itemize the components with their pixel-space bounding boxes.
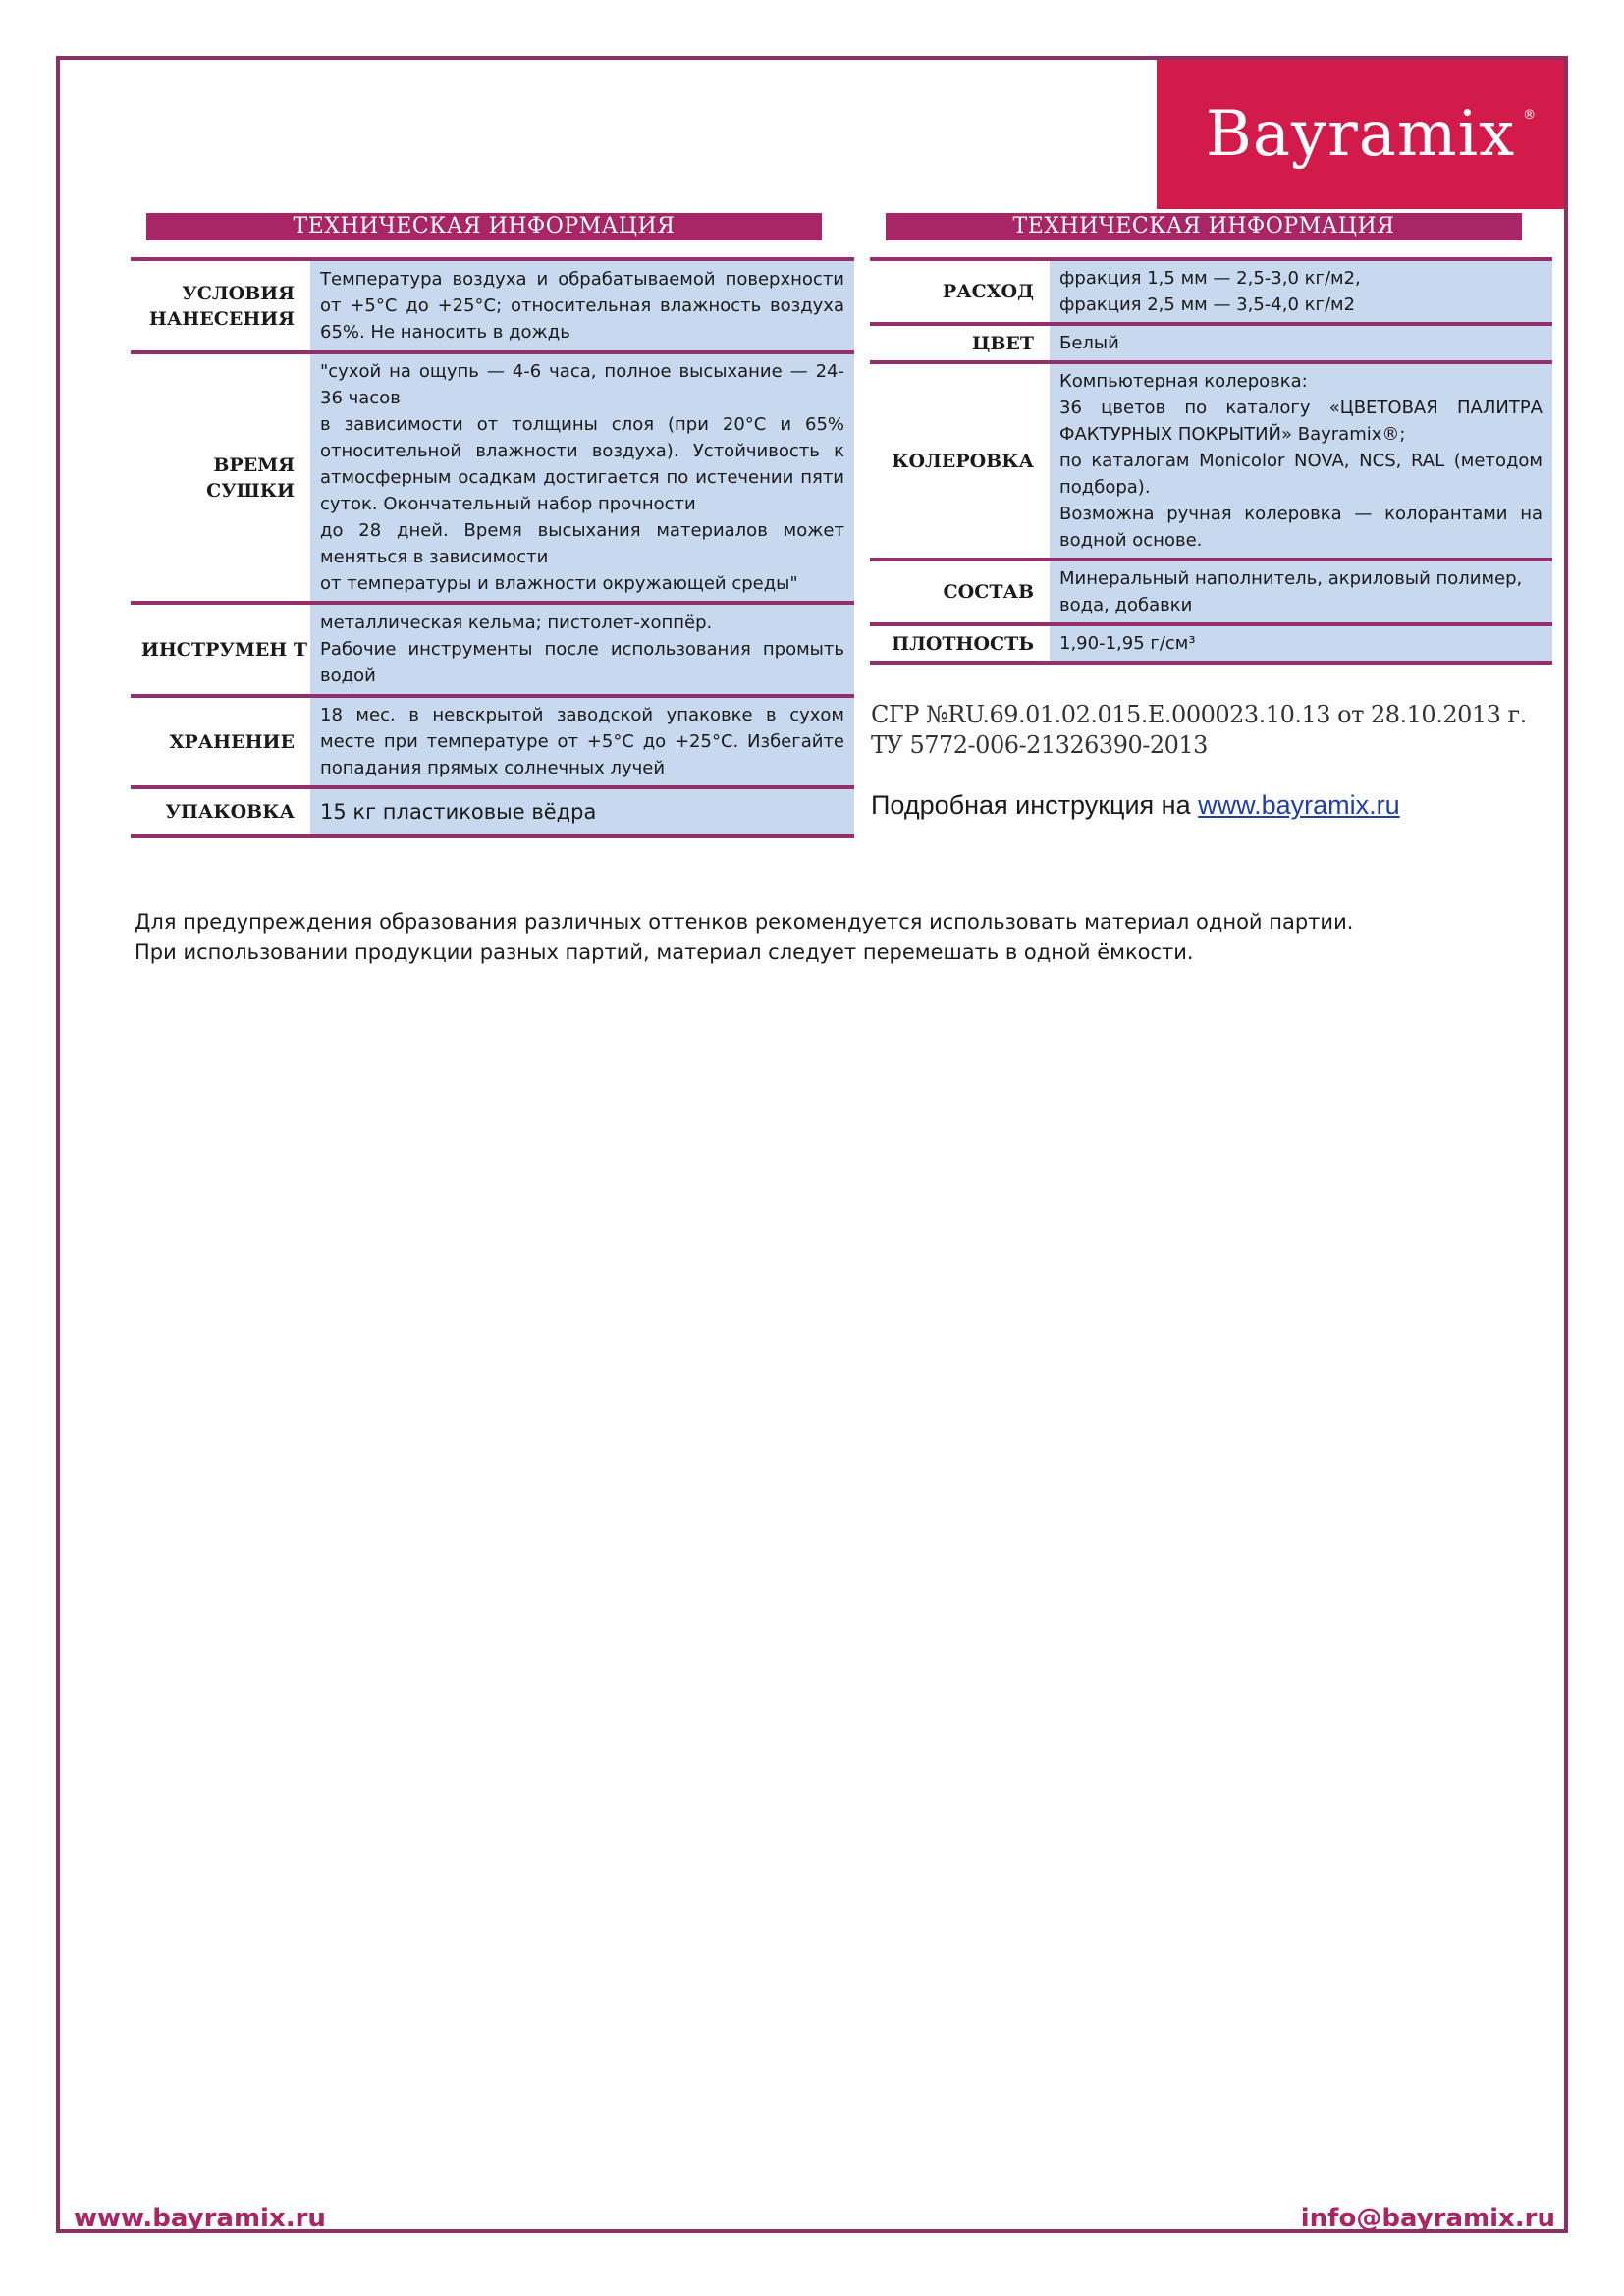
row-label: РАСХОД (942, 281, 1034, 302)
row-value: металлическая кельма; пистолет-хоппёр. Рабочие инструменты после использования промыть водой (310, 603, 854, 696)
row-value: Минеральный наполнитель, акриловый полимер, вода, добавки (1050, 560, 1552, 624)
right-tech-table (870, 257, 1552, 665)
instructions-link[interactable]: www.bayramix.ru (1198, 790, 1400, 820)
row-value: 18 мес. в невскрытой заводской упаковке в сухом месте при температуре от +5°С до +25°С. Избегайте попадания прямых солнечных лучей (310, 696, 854, 787)
row-value: 1,90-1,95 г/см³ (1050, 624, 1552, 663)
brand-logo-text: Bayramix ® (1205, 98, 1538, 171)
table-row (870, 624, 1552, 663)
left-tech-table (131, 257, 854, 838)
row-label: ВРЕМЯ СУШКИ (206, 454, 295, 502)
table-row (131, 603, 854, 696)
row-value: Температура воздуха и обрабатываемой поверхности от +5°С до +25°С; относительная влажность воздуха 65%. Не наносить в дождь (310, 259, 854, 352)
right-section-header: ТЕХНИЧЕСКАЯ ИНФОРМАЦИЯ (886, 213, 1522, 240)
table-row (131, 259, 854, 352)
row-value: фракция 1,5 мм — 2,5-3,0 кг/м2, фракция 2,5 мм — 3,5-4,0 кг/м2 (1050, 259, 1552, 324)
table-row (870, 362, 1552, 560)
brand-logo (1157, 60, 1564, 209)
row-label: ЦВЕТ (971, 332, 1034, 354)
left-section-header: ТЕХНИЧЕСКАЯ ИНФОРМАЦИЯ (146, 213, 822, 240)
row-label: ПЛОТНОСТЬ (892, 632, 1034, 655)
certificate-sgr: СГР №RU.69.01.02.015.Е.000023.10.13 от 28.10.2013 г. (871, 701, 1527, 728)
table-row (870, 259, 1552, 324)
instructions-line: Подробная инструкция на www.bayramix.ru (871, 790, 1400, 820)
note-line-1: Для предупреждения образования различных оттенков рекомендуется использовать материал одной партии. (135, 910, 1354, 934)
row-label: УПАКОВКА (165, 801, 295, 823)
certificate-tu: ТУ 5772-006-21326390-2013 (871, 731, 1208, 759)
table-row (131, 696, 854, 787)
row-value: Компьютерная колеровка: 36 цветов по каталогу «ЦВЕТОВАЯ ПАЛИТРА ФАКТУРНЫХ ПОКРЫТИЙ» Bayramix®; по каталогам Monicolor NOVA, NCS, RAL (методом подбора). Возможна ручная колеровка — колорантами на водной основе. (1050, 362, 1552, 560)
row-label: ИНСТРУМЕН Т (140, 638, 307, 661)
table-row (870, 560, 1552, 624)
row-label: ХРАНЕНИЕ (169, 730, 295, 753)
table-row (131, 352, 854, 603)
row-label: УСЛОВИЯ НАНЕСЕНИЯ (148, 282, 295, 330)
footer-email-link[interactable]: info@bayramix.ru (1300, 2204, 1555, 2233)
row-value: Белый (1050, 324, 1552, 362)
row-label: КОЛЕРОВКА (892, 450, 1034, 472)
table-row (870, 324, 1552, 362)
note-line-2: При использовании продукции разных партий, материал следует перемешать в одной ёмкости. (135, 940, 1194, 964)
row-value: 15 кг пластиковые вёдра (310, 787, 854, 836)
row-label: СОСТАВ (943, 581, 1034, 603)
row-value: "сухой на ощупь — 4-6 часа, полное высыхание — 24-36 часов в зависимости от толщины слоя (при 20°С и 65% относительной влажности воздуха). Устойчивость к атмосферным осадкам достигается по истечении пяти суток. Окончательный набор прочности до 28 дней. Время высыхания материалов может меняться в зависимости от температуры и влажности окружающей среды" (310, 352, 854, 603)
footer-website-link[interactable]: www.bayramix.ru (74, 2204, 326, 2233)
registered-mark: ® (1523, 108, 1538, 123)
table-row (131, 787, 854, 836)
